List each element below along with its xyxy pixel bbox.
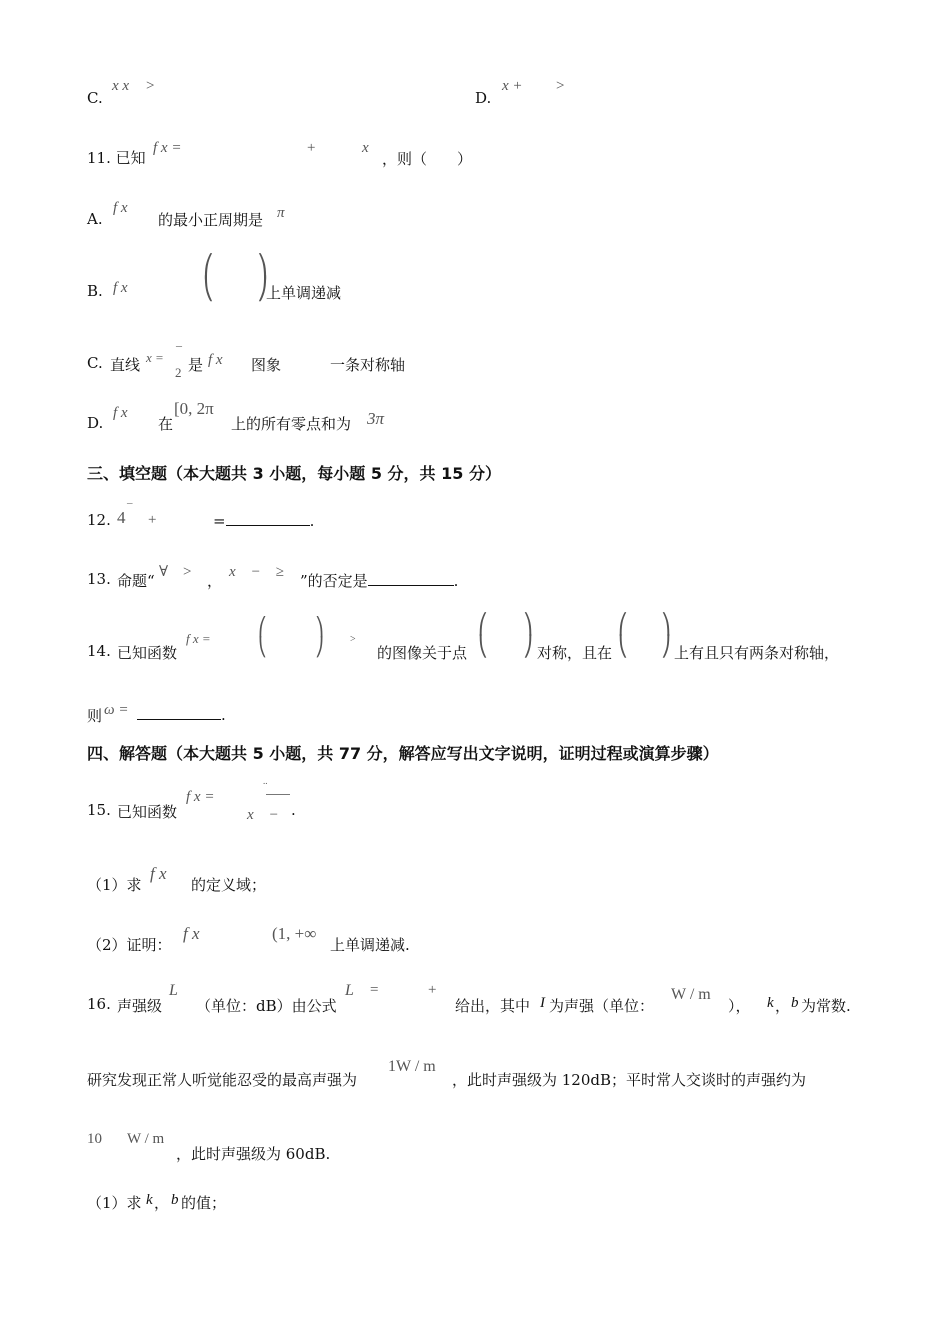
q16-eq: =	[370, 982, 379, 998]
q15-fx-eq: f x =	[186, 789, 215, 805]
q14-text3: 对称，且在	[537, 644, 613, 662]
q14-text4: 上有且只有两条对称轴，	[674, 644, 840, 662]
q11-b-math: f x	[113, 280, 128, 296]
q16-p1-label: （1）求	[87, 1194, 142, 1212]
q15-fraction-bar	[266, 794, 290, 795]
q11-c-text4: 一条对称轴	[330, 356, 406, 374]
q11-number	[87, 148, 146, 168]
q13-forall: ∀ >	[159, 564, 192, 580]
q14-paren-1-top: ⎛	[258, 617, 267, 637]
q11-fx-eq: f x =	[153, 140, 182, 156]
q16-unit: W / m	[671, 986, 711, 1003]
q16-text2: （单位：dB）由公式	[196, 997, 337, 1015]
q15-den: x −	[247, 807, 279, 823]
q11-d-math: f x	[113, 405, 128, 421]
q13-comma: ，	[207, 572, 223, 590]
q14-text1: 已知函数	[117, 644, 178, 662]
q13-ineq: x − ≥	[229, 564, 285, 580]
q11-b-label: B.	[87, 282, 103, 300]
q14-point-paren-bot-l: ⎝	[478, 636, 488, 658]
q16-line2-text2: ，此时声强级为 120dB；平时常人交谈时的声强约为	[452, 1071, 807, 1089]
q15-p2-label: （2）证明：	[87, 936, 172, 954]
q15-p1-label: （1）求	[87, 876, 142, 894]
q10-option-c	[87, 88, 103, 108]
q11-plus: +	[307, 140, 316, 156]
q14-int-paren-top-l: ⎛	[618, 614, 628, 636]
q11-b-left-paren: ⎛	[203, 254, 214, 279]
q16-p1-text: 的值；	[181, 1194, 227, 1212]
q13-blank[interactable]	[368, 571, 454, 586]
q15-p2-math: f x	[183, 924, 200, 943]
q16-plus: +	[428, 982, 437, 998]
q14-point-paren-top-l: ⎛	[478, 614, 488, 636]
q11-c-text3: 图象	[251, 356, 282, 374]
q14-point-paren-top-r: ⎞	[523, 614, 533, 636]
q11-x-term: x	[362, 140, 369, 156]
q11-d-text1: 在	[158, 415, 174, 433]
q14-end: .	[221, 706, 226, 724]
q16-line2-text1: 研究发现正常人听觉能忍受的最高声强为	[87, 1071, 358, 1089]
q14-int-paren-bot-l: ⎝	[618, 636, 628, 658]
q16-line2-unit: 1W / m	[388, 1058, 436, 1075]
q14-answer	[137, 705, 226, 724]
q16-line3-val: 10	[87, 1131, 102, 1147]
q14-blank[interactable]	[137, 705, 221, 720]
q16-text3: 给出，其中	[455, 997, 531, 1015]
q16-text1: 声强级	[117, 997, 163, 1015]
q14-number: 14.	[87, 642, 111, 660]
q11-a-math: f x	[113, 200, 128, 216]
option-label: D.	[475, 89, 492, 107]
q15-p2-text: 上单调递减.	[330, 936, 410, 954]
q14-gt: >	[350, 634, 356, 645]
q11-a-pi: π	[277, 205, 285, 221]
option-label: C.	[87, 89, 103, 107]
q15-end: .	[291, 801, 296, 819]
q11-a-label: A.	[87, 210, 103, 228]
q16-L2: L	[345, 982, 354, 999]
q13-text2: ”的否定是	[300, 572, 368, 590]
question-number: 11.	[87, 149, 111, 167]
question-text: 已知	[115, 149, 146, 167]
q14-omega: ω =	[104, 702, 129, 718]
q16-text4: 为声强（单位：	[549, 997, 655, 1015]
q11-c-math2: f x	[208, 352, 223, 368]
q16-I: I	[540, 995, 545, 1011]
q12-end: .	[309, 512, 315, 530]
q12-answer	[213, 511, 314, 530]
q16-L1: L	[169, 982, 178, 999]
q10-c-gt: >	[146, 78, 155, 94]
q11-b-left-paren-lower: ⎝	[203, 276, 214, 301]
q16-number: 16.	[87, 995, 111, 1013]
q16-p1-comma: ，	[154, 1194, 170, 1212]
q11-d-interval: [0, 2π	[174, 399, 214, 418]
q12-plus: +	[148, 512, 157, 528]
q16-comma: ，	[775, 997, 791, 1015]
q11-c-frac-bar: –	[176, 338, 182, 352]
q12-number: 12.	[87, 511, 111, 529]
q14-int-paren-top-r: ⎞	[661, 614, 671, 636]
q11-d-label: D.	[87, 414, 104, 432]
q15-p1-math: f x	[150, 864, 167, 883]
q16-line3-unit: W / m	[127, 1131, 165, 1147]
q15-p2-interval: (1, +∞	[272, 924, 317, 943]
q12-blank[interactable]	[226, 511, 310, 526]
q11-b-text: 上单调递减	[266, 284, 342, 302]
q11-d-val: 3π	[367, 409, 385, 428]
q12-exponent-mark: –	[127, 497, 133, 509]
q10-d-gt: >	[556, 78, 565, 94]
q12-eq: =	[213, 512, 226, 530]
q14-paren-2-bot: ⎠	[315, 637, 324, 657]
q11-b-right-paren-lower: ⎠	[257, 276, 268, 301]
q11-c-text2: 是	[188, 356, 204, 374]
q16-p1-b: b	[171, 1192, 179, 1208]
q16-k: k	[767, 995, 774, 1011]
q11-c-text1: 直线	[110, 356, 141, 374]
q13-answer	[300, 570, 458, 591]
q10-c-math: x x	[112, 78, 130, 94]
q15-p1-text: 的定义域；	[191, 876, 267, 894]
section-3-title: 三、填空题（本大题共 3 小题，每小题 5 分，共 15 分）	[87, 464, 501, 483]
q16-text6: 为常数.	[801, 997, 851, 1015]
q14-paren-1-bot: ⎝	[258, 637, 267, 657]
q14-text2: 的图像关于点	[377, 644, 468, 662]
q11-b-right-paren: ⎞	[257, 254, 268, 279]
q14-point-paren-bot-r: ⎠	[523, 636, 533, 658]
q15-numerator-mark: ..	[263, 776, 268, 786]
q13-text1: 命题“	[117, 572, 155, 590]
q14-paren-2-top: ⎞	[315, 617, 324, 637]
q11-suffix: ，则（ ）	[382, 150, 473, 168]
q10-d-math: x +	[502, 78, 523, 94]
q14-then: 则	[87, 707, 103, 725]
q16-text5: ），	[728, 997, 751, 1015]
q12-four: 4	[117, 508, 126, 527]
q13-number: 13.	[87, 570, 111, 588]
q11-a-text: 的最小正周期是	[158, 211, 264, 229]
q11-c-frac-den: 2	[175, 365, 182, 380]
q11-c-label: C.	[87, 354, 103, 372]
q15-number: 15.	[87, 801, 111, 819]
q11-d-text2: 上的所有零点和为	[231, 415, 352, 433]
q14-int-paren-bot-r: ⎠	[661, 636, 671, 658]
q16-b: b	[791, 995, 799, 1011]
q15-text1: 已知函数	[117, 803, 178, 821]
q16-line3-text: ，此时声强级为 60dB.	[176, 1145, 331, 1163]
q13-end: .	[453, 572, 459, 590]
q14-fx-eq: f x =	[186, 631, 211, 646]
q11-c-math1: x =	[146, 350, 164, 365]
q16-p1-k: k	[146, 1192, 153, 1208]
q10-option-d	[475, 88, 491, 108]
section-4-title: 四、解答题（本大题共 5 小题，共 77 分，解答应写出文字说明，证明过程或演算步骤）	[87, 744, 719, 763]
